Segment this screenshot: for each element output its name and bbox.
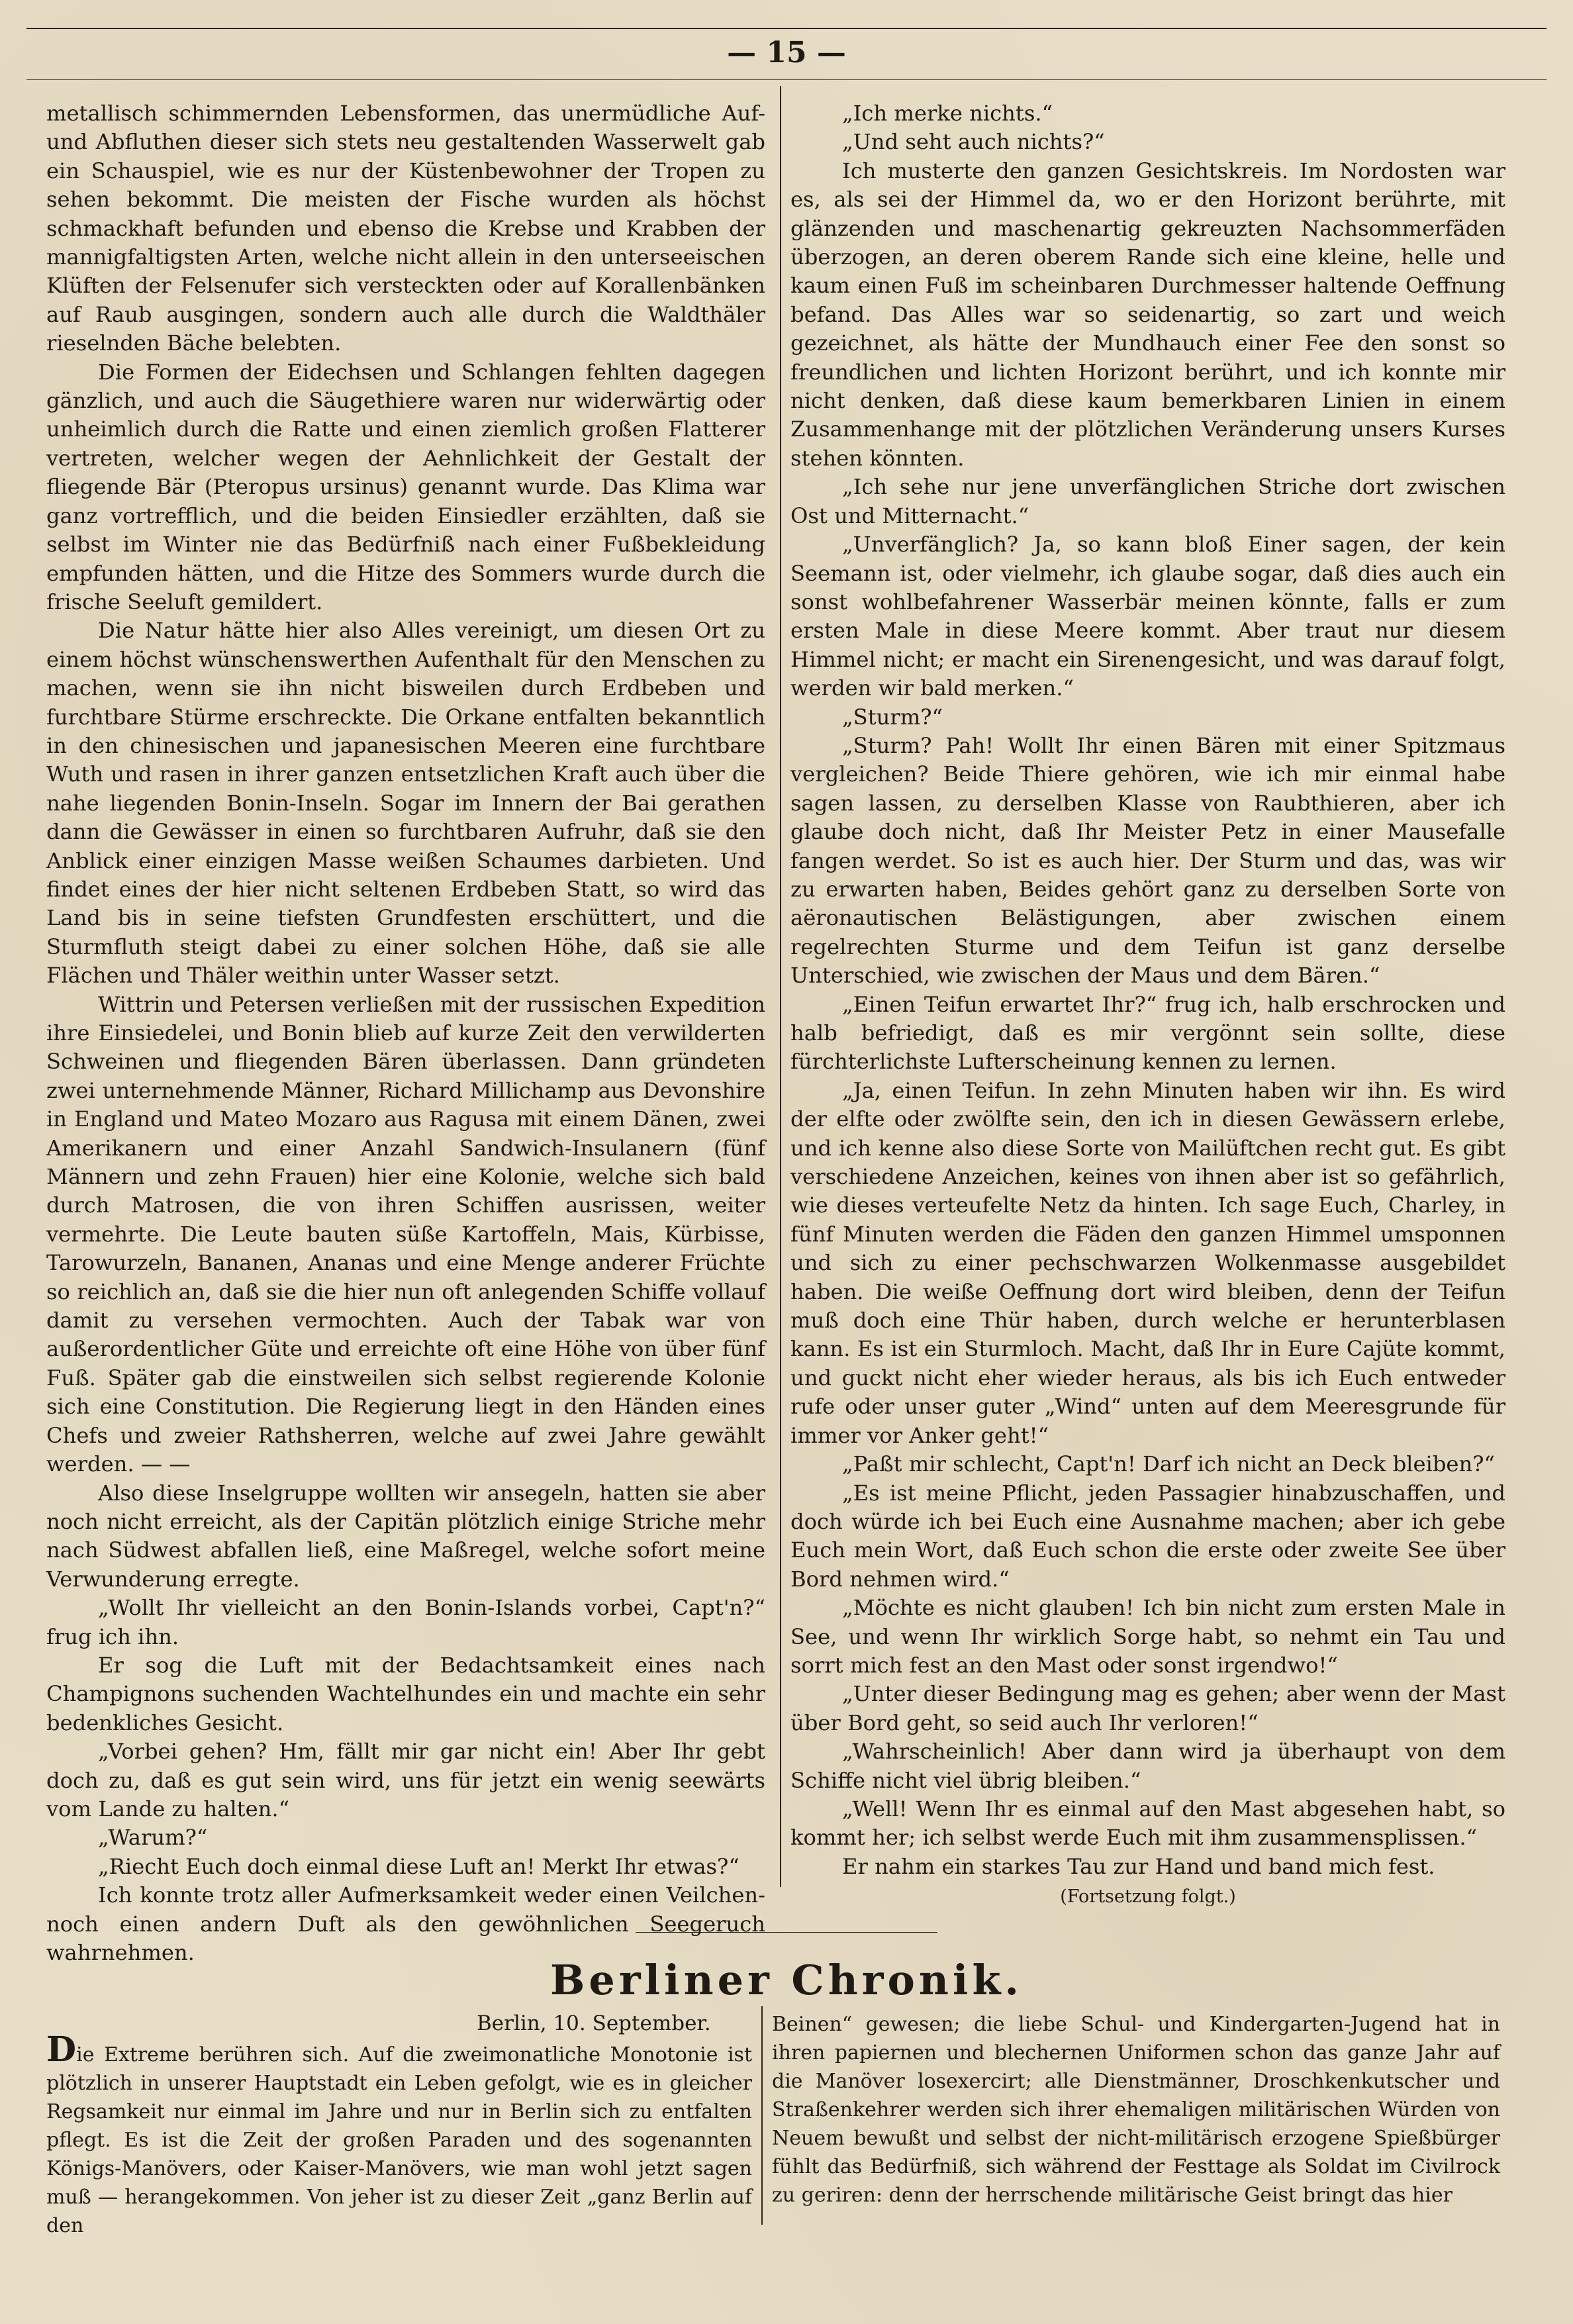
left-column-paragraph: Also diese Inselgruppe wollten wir ansegeln, hatten sie aber noch nicht erreicht, als der Capitän plötzlich einige Striche mehr nach Südwest abfallen ließ, eine Maßregel, welche sofort meine Verwunderung erregte. — [46, 1480, 765, 1592]
page-number: — 15 — — [727, 36, 846, 70]
right-column-paragraph: „Ich sehe nur jene unverfänglichen Striche dort zwischen Ost und Mitternacht.“ — [790, 474, 1505, 528]
right-column-paragraph: „Ich merke nichts.“ — [842, 101, 1053, 126]
left-column-paragraph: Die Formen der Eidechsen und Schlangen fehlten dagegen gänzlich, und auch die Säugethiere waren nur widerwärtig oder unheimlich durch die Ratte und einen ziemlich großen Flatterer vertreten, welcher wegen der Aehnlichkeit der Gestalt der fliegende Bär (Pteropus ursinus) genannt wurde. Das Klima war ganz vortrefflich, und die beiden Einsiedler erzählten, daß sie selbst im Winter nie das Bedürfniß nach einer Fußbekleidung empfunden hätten, und die Hitze des Sommers wurde durch die frische Seeluft gemildert. — [46, 359, 765, 614]
right-column-paragraph: Er nahm ein starkes Tau zur Hand und band mich fest. — [842, 1853, 1435, 1879]
left-column-paragraph: Ich konnte trotz aller Aufmerksamkeit weder einen Veilchen- noch einen andern Duft als den gewöhnlichen Seegeruch wahrnehmen. — [46, 1882, 765, 1965]
right-column-paragraph: „Sturm? Pah! Wollt Ihr einen Bären mit einer Spitzmaus vergleichen? Beide Thiere gehören, wie ich mir einmal habe sagen lassen, zu derselben Klasse von Raubthieren, aber ich glaube doch nicht, daß Ihr Meister Petz in einer Mausefalle fangen werdet. So ist es auch hier. Der Sturm und das, was wir zu erwarten haben, Beides gehört ganz zu derselben Sorte von aëronautischen Belästigungen, aber zwischen einem regelrechten Sturme und dem Teifun ist ganz derselbe Unterschied, wie zwischen der Maus und dem Bären.“ — [790, 732, 1505, 989]
left-column — [46, 99, 765, 1967]
chronicle-column-divider — [761, 2006, 763, 2225]
drop-cap: D — [46, 2029, 77, 2070]
dateline: Berlin, 10. September. — [477, 2011, 711, 2035]
right-column-paragraph: „Unter dieser Bedingung mag es gehen; aber wenn der Mast über Bord geht, so seid auch Ihr verloren!“ — [790, 1681, 1505, 1735]
left-column-paragraph: „Wollt Ihr vielleicht an den Bonin-Islands vorbei, Capt'n?“ frug ich ihn. — [46, 1595, 765, 1649]
left-column-paragraph: „Riecht Euch doch einmal diese Luft an! Merkt Ihr etwas?“ — [98, 1853, 739, 1879]
right-column-paragraph: „Und seht auch nichts?“ — [842, 129, 1105, 155]
right-column-paragraph: „Es ist meine Pflicht, jeden Passagier hinabzuschaffen, und doch würde ich bei Euch eine Ausnahme machen; aber ich gebe Euch mein Wort, daß Euch schon die erste oder zweite See über Bord nehmen wird.“ — [790, 1480, 1505, 1592]
column-divider — [780, 86, 781, 1887]
chronicle-right-text: Beinen“ gewesen; die liebe Schul- und Kindergarten-Jugend hat in ihren papiernen und blechernen Uniformen schon das ganze Jahr auf die Manöver losexercirt; alle Dienstmänner, Droschkenkutscher und Straßenkehrer werden sich ihrer ehemaligen militärischen Würden von Neuem bewußt und selbst der nicht-militärisch erzogene Spießbürger fühlt das Bedürfniß, sich während der Festtage als Soldat im Civilrock zu geriren: denn der herrschende militärische Geist bringt das hier — [772, 2013, 1500, 2207]
right-column-paragraph: Ich musterte den ganzen Gesichtskreis. Im Nordosten war es, als sei der Himmel da, wo er den Horizont berührte, mit glänzenden und maschenartig gekreuzten Nachsommerfäden überzogen, an deren oberem Rande sich eine kleine, helle und kaum einen Fuß im scheinbaren Durchmesser haltende Oeffnung befand. Das Alles war so seidenartig, so zart und weich gezeichnet, als hätte der Mundhauch einer Fee den sonst so freundlichen und lichten Horizont berührt, und ich konnte mir nicht denken, daß diese kaum bemerkbaren Linien in einem Zusammenhange mit der plötzlichen Veränderung unsers Kurses stehen könnten. — [790, 158, 1505, 471]
chronicle-left-column — [46, 2029, 752, 2240]
right-column-paragraph: „Paßt mir schlecht, Capt'n! Darf ich nicht an Deck bleiben?“ — [842, 1451, 1495, 1477]
right-column-paragraph: „Well! Wenn Ihr es einmal auf den Mast abgesehen habt, so kommt her; ich selbst werde Euch mit ihm zusammensplissen.“ — [790, 1796, 1505, 1851]
left-column-paragraph: Wittrin und Petersen verließen mit der russischen Expedition ihre Einsiedelei, und Bonin blieb auf kurze Zeit den verwilderten Schweinen und fliegenden Bären überlassen. Dann gründeten zwei unternehmende Männer, Richard Millichamp aus Devonshire in England und Mateo Mozaro aus Ragusa mit einem Dänen, zwei Amerikanern und einer Anzahl Sandwich-Insulanern (fünf Männern und zehn Frauen) hier eine Kolonie, welche sich bald durch Matrosen, die von ihren Schiffen ausrissen, weiter vermehrte. Die Leute bauten süße Kartoffeln, Mais, Kürbisse, Tarowurzeln, Bananen, Ananas und eine Menge anderer Früchte so reichlich an, daß sie die hier nun oft anlegenden Schiffe vollauf damit zu versehen vermochten. Auch der Tabak war von außerordentlicher Güte und erreichte oft eine Höhe von über fünf Fuß. Später gab die einstweilen sich selbst regierende Kolonie sich eine Constitution. Die Regierung liegt in den Händen eines Chefs und zweier Rathsherren, welche auf zwei Jahre gewählt werden. — — — [46, 991, 765, 1477]
right-column-paragraph: „Wahrscheinlich! Aber dann wird ja überhaupt von dem Schiffe nicht viel übrig bleiben.“ — [790, 1739, 1505, 1793]
right-column-paragraph: „Einen Teifun erwartet Ihr?“ frug ich, halb erschrocken und halb befriedigt, daß es mir vergönnt sein sollte, diese fürchterlichste Lufterscheinung kennen zu lernen. — [790, 991, 1505, 1075]
left-column-paragraph: metallisch schimmernden Lebensformen, das unermüdliche Auf- und Abfluthen dieser sich stets neu gestaltenden Wasserwelt gab ein Schauspiel, wie es nur der Küstenbewohner der Tropen zu sehen bekommt. Die meisten der Fische wurden als höchst schmackhaft befunden und ebenso die Krebse und Krabben der mannigfaltigsten Arten, welche nicht allein in den unterseeischen Klüften der Felsenufer sich versteckten oder auf Korallenbänken auf Raub ausgingen, sondern auch alle durch die Waldthäler rieselnden Bäche belebten. — [46, 101, 765, 356]
continued-note: (Fortsetzung folgt.) — [1060, 1886, 1236, 1908]
left-column-paragraph: „Vorbei gehen? Hm, fällt mir gar nicht ein! Aber Ihr gebt doch zu, daß es gut sein wird, uns für jetzt ein wenig seewärts vom Lande zu halten.“ — [46, 1739, 765, 1821]
chronicle-right-column — [772, 2010, 1500, 2209]
right-column-paragraph: „Möchte es nicht glauben! Ich bin nicht zum ersten Male in See, und wenn Ihr wirklich Sorge habt, so nehmt ein Tau und sorrt mich fest an den Mast oder sonst irgendwo!“ — [790, 1595, 1505, 1678]
left-column-paragraph: „Warum?“ — [98, 1825, 208, 1851]
left-column-paragraph: Er sog die Luft mit der Bedachtsamkeit eines nach Champignons suchenden Wachtelhundes ein und machte ein sehr bedenkliches Gesicht. — [46, 1652, 765, 1735]
left-column-paragraph: Die Natur hätte hier also Alles vereinigt, um diesen Ort zu einem höchst wünschenswerthen Aufenthalt für den Menschen zu machen, wenn sie ihn nicht bisweilen durch Erdbeben und furchtbare Stürme erschreckte. Die Orkane entfalten bekanntlich in den chinesischen und japanesischen Meeren eine furchtbare Wuth und rasen in ihrer ganzen entsetzlichen Kraft auch über die nahe liegenden Bonin-Inseln. Sogar im Innern der Bai gerathen dann die Gewässer in einen so furchtbaren Aufruhr, daß sie den Anblick einer einzigen Masse weißen Schaumes darbieten. Und findet eines der hier nicht seltenen Erdbeben Statt, so wird das Land bis in seine tiefsten Grundfesten erschüttert, und die Sturmfluth steigt dabei zu einer solchen Höhe, daß sie alle Flächen und Thäler weithin unter Wasser setzt. — [46, 618, 765, 989]
right-column-paragraph: „Ja, einen Teifun. In zehn Minuten haben wir ihn. Es wird der elfte oder zwölfte sein, den ich in diesen Gewässern erlebe, und ich kenne also diese Sorte von Mailüftchen recht gut. Es gibt verschiedene Anzeichen, keines von ihnen aber ist so gefährlich, wie dieses verteufelte Netz da hinten. Ich sage Euch, Charley, in fünf Minuten werden die Fäden den ganzen Himmel umsponnen und sich zu einer pechschwarzen Wolkenmasse ausgebildet haben. Die weiße Oeffnung dort wird bleiben, denn der Teifun muß doch eine Thür haben, durch welche er herunterblasen kann. Es ist ein Sturmloch. Macht, daß Ihr in Eure Cajüte kommt, und guckt nicht eher wieder heraus, als bis ich Euch entweder rufe oder unser guter „Wind“ unten auf dem Meeresgrunde für immer vor Anker geht!“ — [790, 1077, 1505, 1448]
chronicle-left-text: ie Extreme berühren sich. Auf die zweimonatliche Monotonie ist plötzlich in unserer Hauptstadt ein Leben gefolgt, wie es in gleicher Regsamkeit nur einmal im Jahre und nur in Berlin sich zu entfalten pflegt. Es ist die Zeit der großen Paraden und des sogenannten Königs-Manövers, oder Kaiser-Manövers, wie man wohl jetzt sagen muß — herangekommen. Von jeher ist zu dieser Zeit „ganz Berlin auf den — [46, 2043, 752, 2237]
right-column-paragraph: „Sturm?“ — [842, 704, 943, 730]
right-column-paragraph: „Unverfänglich? Ja, so kann bloß Einer sagen, der kein Seemann ist, oder vielmehr, ich glaube sogar, daß dies auch ein sonst wohlbefahrener Wasserbär meinen könnte, falls er zum ersten Male in diese Meere kommt. Aber traut nur diesem Himmel nicht; er macht ein Sirenengesicht, und was darauf folgt, werden wir bald merken.“ — [790, 532, 1505, 701]
section-title: Berliner Chronik. — [549, 1956, 1023, 2004]
right-column — [790, 99, 1505, 1910]
top-border-rule — [26, 28, 1547, 29]
header-rule — [26, 79, 1547, 80]
